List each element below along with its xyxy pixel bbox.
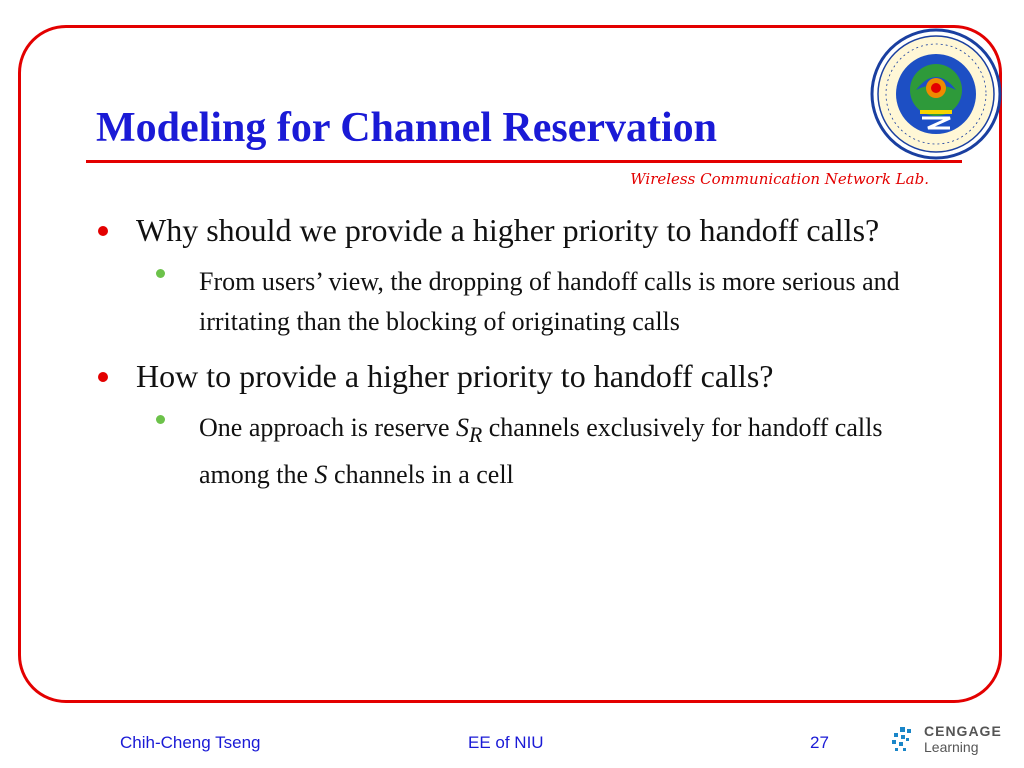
slide-body	[96, 208, 956, 507]
sub-bullet-text: From users’ view, the dropping of handoff calls is more serious and irritating than the blocking of originating calls	[199, 267, 900, 336]
variable-subscript-r: R	[469, 423, 483, 448]
sub-bullet-item	[96, 262, 956, 342]
bullet-item	[96, 354, 956, 398]
variable-s: S	[456, 413, 469, 442]
university-seal-icon	[870, 28, 1002, 160]
sub-bullet-text-part: channels exclusively for handoff calls among the	[199, 413, 883, 490]
variable-s: S	[314, 460, 328, 490]
sub-bullet-text-part: One approach is reserve	[199, 413, 456, 442]
lab-name: Wireless Communication Network Lab.	[630, 170, 929, 188]
cengage-brand	[890, 722, 1020, 758]
variable-s-r	[456, 413, 483, 448]
title-underline	[86, 160, 962, 163]
sub-bullet-text-part: channels in a cell	[327, 460, 514, 490]
sub-bullet-dot	[156, 269, 165, 278]
sub-bullet-text	[199, 413, 882, 489]
slide-number: 27	[810, 733, 829, 752]
brand-name: CENGAGE	[924, 723, 1002, 739]
slide-title: Modeling for Channel Reservation	[96, 105, 718, 151]
footer-department: EE of NIU	[468, 733, 544, 752]
bullet-item	[96, 208, 956, 252]
bullet-dot	[98, 372, 108, 382]
bullet-text: How to provide a higher priority to handoff calls?	[136, 358, 774, 394]
bullet-dot	[98, 226, 108, 236]
sub-bullet-item	[96, 408, 956, 495]
cengage-logo-icon	[890, 725, 920, 755]
bullet-text: Why should we provide a higher priority to handoff calls?	[136, 212, 880, 248]
footer-author: Chih-Cheng Tseng	[120, 733, 261, 752]
brand-subname: Learning	[924, 739, 979, 755]
sub-bullet-dot	[156, 415, 165, 424]
